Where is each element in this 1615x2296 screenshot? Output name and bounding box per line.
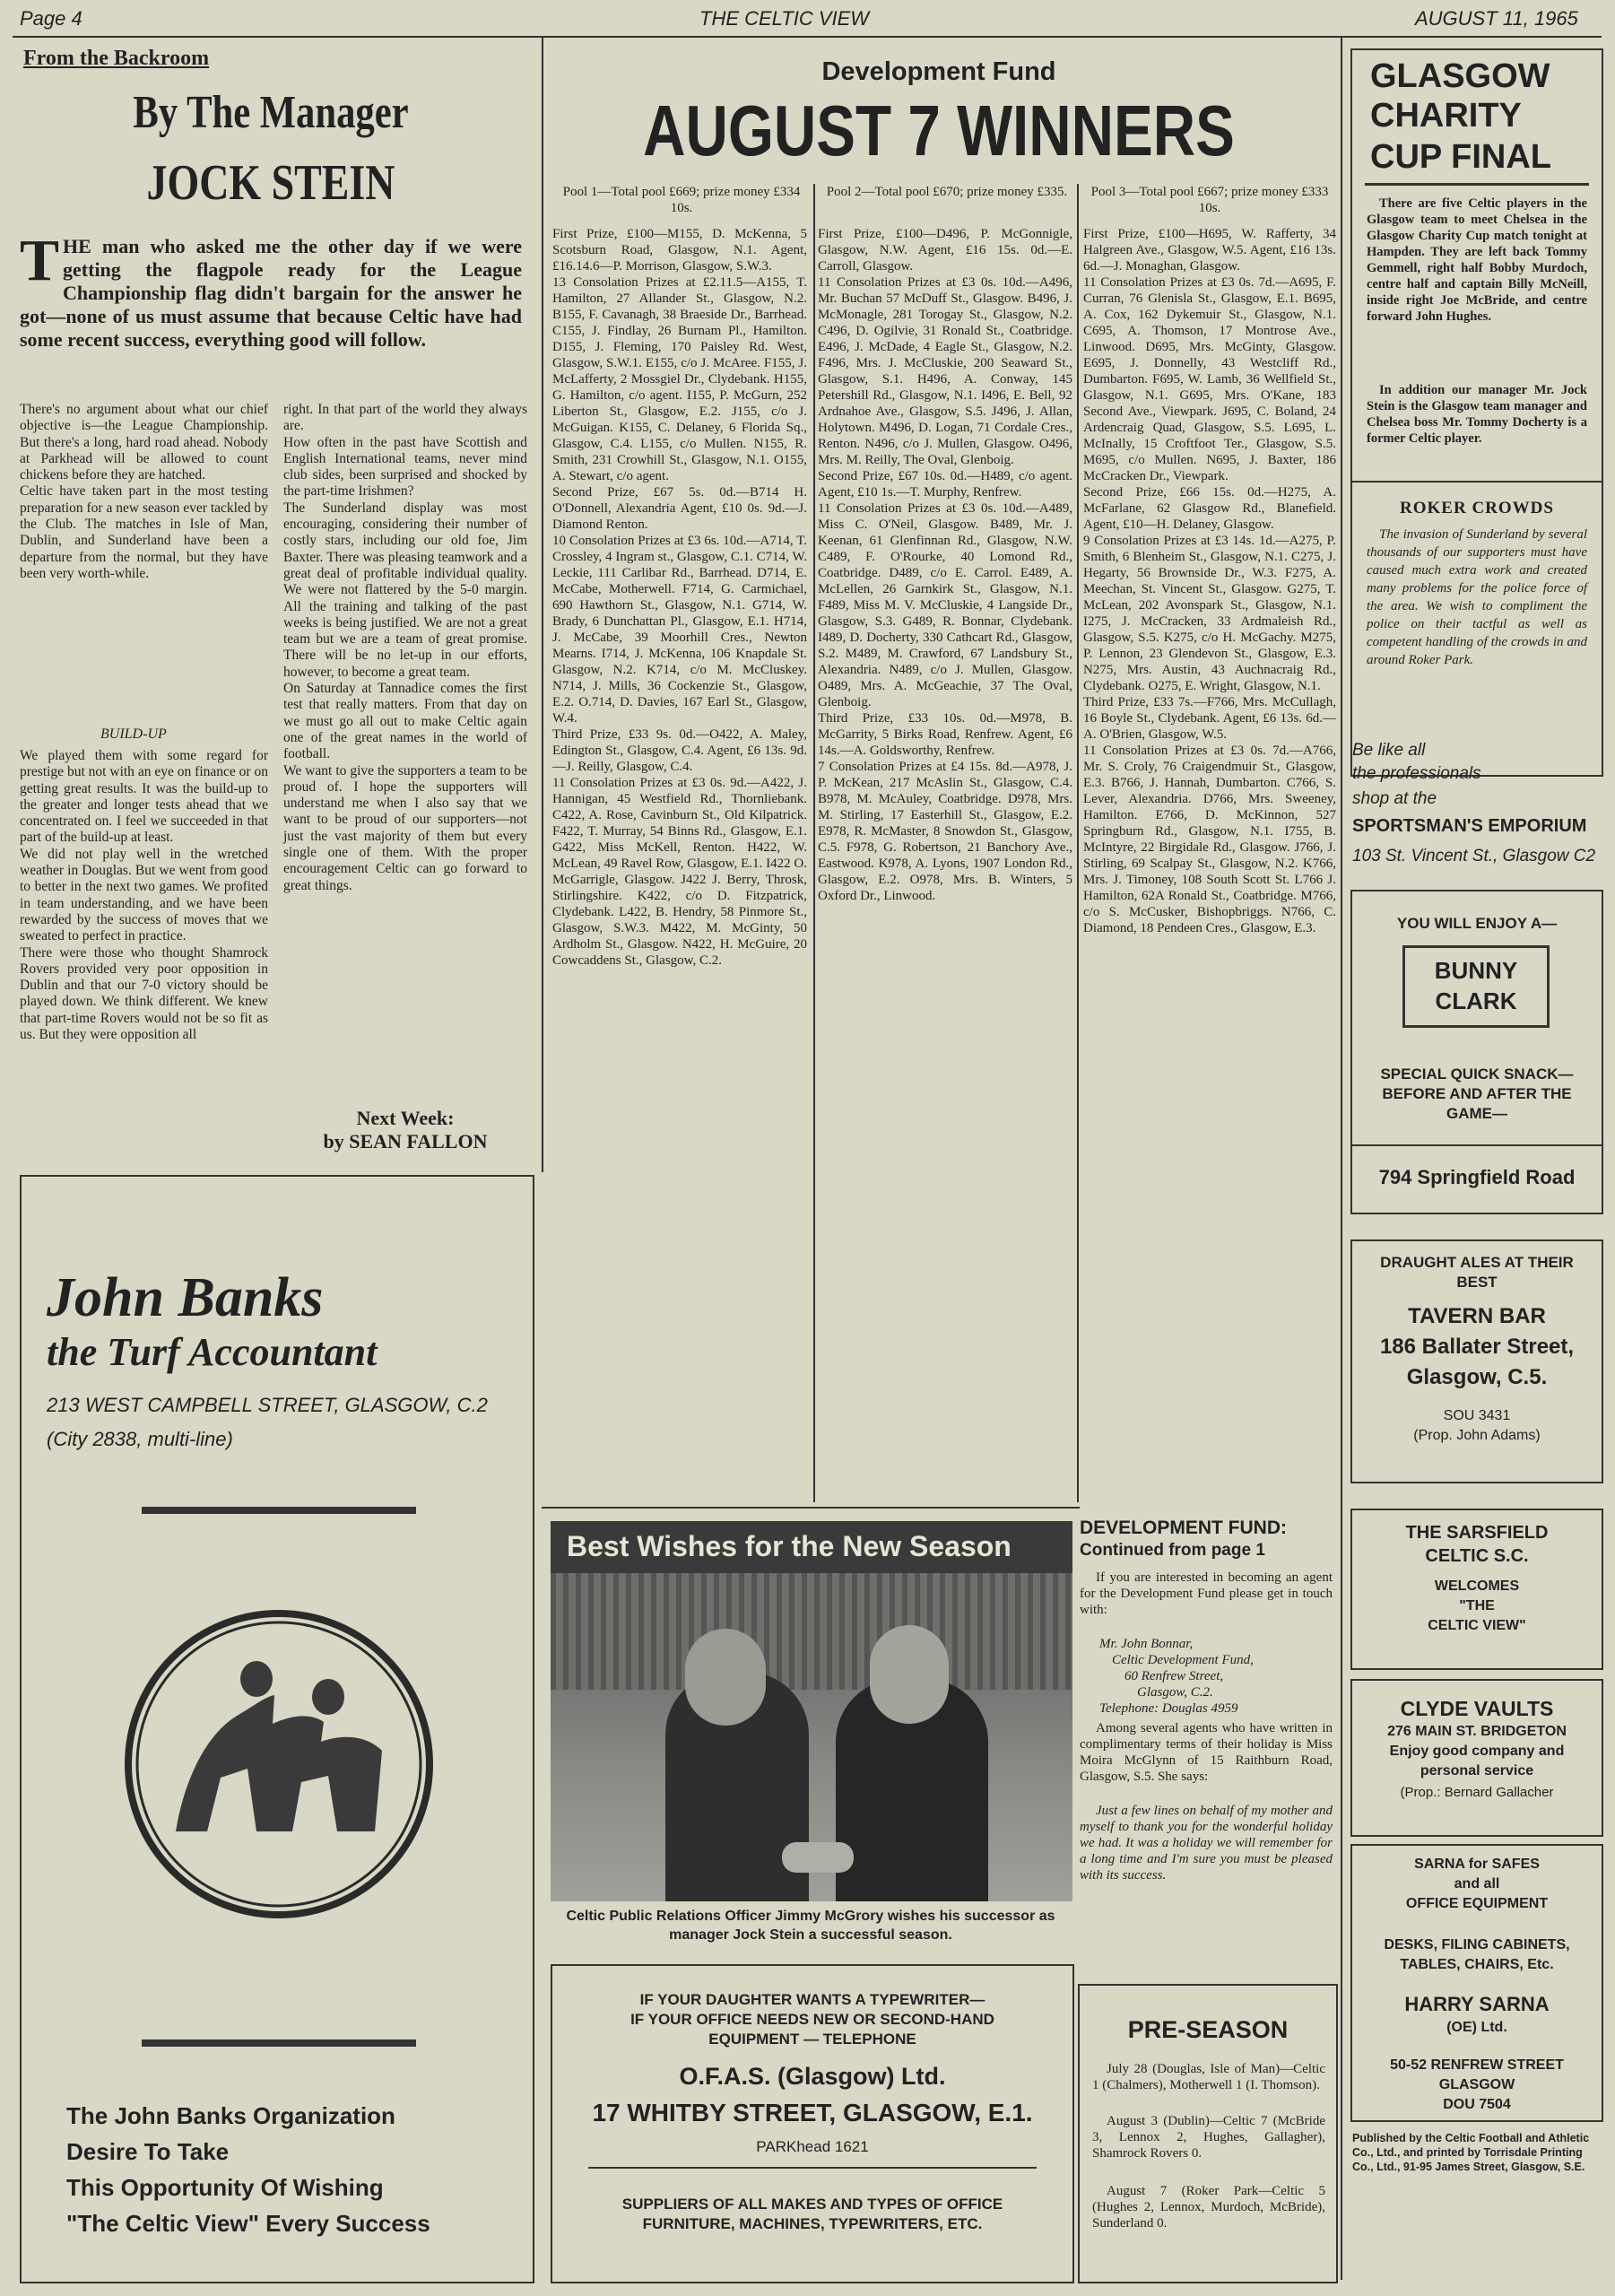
sarna-line-2: and all [1454, 1876, 1500, 1892]
lead-paragraph [20, 228, 522, 352]
sarna-line-5: TABLES, CHAIRS, Etc. [1400, 1957, 1554, 1972]
sarna-name: HARRY SARNA [1404, 1993, 1550, 2015]
pool-1-winners: First Prize, £100—M155, D. McKenna, 5 Scotsburn Road, Glasgow, N.1. Agent, £16.14.6—P. Morrison, Glasgow, S.W.3. 13 Consolation Prizes at £2.11.5—A155, T. Hamilton, 27 Allander St., Glasgow, N.2. B155, F. Cavanagh, 38 Braeside Dr., Barrhead. C155, J. Findlay, 26 Burnam Pl., Hamilton. D155, J. Fleming, 170 Paisley Rd. West, Glasgow, S.W.1. E155, c/o J. McAree. F155, J. McLafferty, 2 Mossgiel Dr., Clydebank. H155, G. Hamilton, c/o agent. I155, P. McGurn, 252 Liberton St., Glasgow, E.2. J155, c/o J. McGuigan. K155, C. Delaney, 6 Florida Sq., Glasgow, C.4. L155, c/o Mullen. N155, R. Smith, 231 Crowhill St., Glasgow, N.1. O155, A. Stewart, c/o agent. Second Prize, £67 5s. 0d.—B714 H. O'Donnell, Alexandria Agent, £10 0s. 9d.—J. Diamond Renton. 10 Consolation Prizes at £3 6s. 10d.—A714, T. Crossley, 4 Ingram st., Glasgow, C.1. C714, W. Leckie, 111 Carlibar Rd., Barrhead. D714, E. McCabe, Motherwell. F714, G. Carmichael, 690 Hawthorn St., Glasgow, N.1. G714, W. Brady, 6 Dunchattan Pl., Glasgow, E.1. H714, J. McCabe, 39 Moorhill Cres., Newton Mearns. I714, J. McKenna, 106 Knapdale St. Glasgow, N.2. K714, c/o M. McCluskey. N714, J. Mills, 36 Cockenzie St., Glasgow, E.2. O.714, D. Davies, 167 Earl St., Glasgow, W.4. Third Prize, £33 9s. 0d.—O422, A. Maley, Edington St., Glasgow, C.4. Agent, £6 13s. 9d.—J. Reilly, Glasgow, C.4. 11 Consolation Prizes at £3 0s. 9d.—A422, J. Hannigan, 45 Westfield Rd., Thornliebank. C422, A. Rose, Cavinburn St., Old Kilpatrick. F422, T. Murray, 54 Binns Rd., Glasgow, E.1. G422, Miss McKell, Renton. H422, W. McLean, 49 Ravel Row, Glasgow, E.1. I422 O. McGarrigle, Glasgow. J422 J. Berry, Throsk, Stirlingshire. K422, c/o D. Fitzpatrick, Clydebank. L422, B. Hendry, 58 Pinmore St., Glasgow, S.W.3. M422, M. McGinty, 50 Ardholm St., Glasgow. N422, H. McGuire, 20 Cowcaddens St., Glasgow, C.2. [552, 227, 807, 968]
banks-line-2: Desire To Take [66, 2138, 230, 2165]
sarsfield-line-5: CELTIC VIEW" [1428, 1618, 1526, 1633]
banks-name: John Banks [47, 1267, 324, 1328]
next-week-label: Next Week: [356, 1107, 455, 1129]
lead-text: HE man who asked me the other day if we were getting the flagpole ready for the League Championship flag didn't bargain for the answer he got—none of us must assume that because Celtic have had some recent success, everything good will follow. [20, 235, 522, 351]
sarna-line-1: SARNA for SAFES [1414, 1857, 1540, 1872]
dev-cont-title: DEVELOPMENT FUND: [1080, 1518, 1287, 1538]
sarna-phone: DOU 7504 [1443, 2097, 1511, 2112]
article-column-1b: We played them with some regard for prestige but not with an eye on finance or on getting great results. It was the build-up to the greater and longer tests ahead that we concentrated on. I feel we succeeded in that part of the build-up at least. We did not play well in the wretched weather in Douglas. But we went from good to better in the next two games. We profited in team understanding, and we have been rewarded by the success of moves that we sweated to perfect in practice. There were those who thought Shamrock Rovers provided very poor opposition in Dublin and that our 7-0 victory should be played down. We think different. We knew that part-time Rovers would not be so fit as us. But they were opposition all [20, 748, 268, 1043]
bunny-address: 794 Springfield Road [1378, 1166, 1576, 1188]
article-title: By The Manager [133, 87, 409, 138]
clyde-line-1: Enjoy good company and [1389, 1744, 1565, 1759]
banks-tagline: the Turf Accountant [47, 1330, 378, 1374]
charity-title-rule [1365, 183, 1589, 186]
horse-racing-emblem-icon [122, 1607, 436, 1921]
tavern-line-2: BEST [1456, 1274, 1498, 1291]
banks-divider-bottom [142, 2039, 416, 2047]
sarsfield-line-1: THE SARSFIELD [1405, 1523, 1549, 1543]
charity-cup-box [1350, 48, 1603, 777]
banks-line-1: The John Banks Organization [66, 2102, 395, 2129]
drop-cap: T [20, 228, 60, 293]
contact-address [1080, 1636, 1333, 1717]
bunny-snack-1: SPECIAL QUICK SNACK— [1380, 1065, 1574, 1083]
handshake-photo [551, 1573, 1072, 1901]
tavern-phone: SOU 3431 [1443, 1408, 1511, 1423]
bunny-clark-ad [1350, 890, 1603, 1214]
contact-street: 60 Renfrew Street, [1124, 1669, 1224, 1683]
tavern-address-1: 186 Ballater Street, [1379, 1335, 1575, 1359]
tavern-proprietor: (Prop. John Adams) [1413, 1428, 1541, 1443]
clyde-name: CLYDE VAULTS [1400, 1697, 1554, 1720]
bunny-name-1: BUNNY [1434, 957, 1518, 984]
article-column-1a: There's no argument about what our chief objective is—the League Championship. But there's a long, hard road ahead. Nobody at Parkhead will be allowed to count chickens before they are hatched. Celtic have taken part in the most testing preparation for a new season ever tackled by the Club. The matches in Isle of Man, Dublin, and Sunderland have been a departure from the normal, but they have been very worth-while. [20, 402, 268, 581]
tavern-name: TAVERN BAR [1408, 1304, 1546, 1328]
sarna-line-3: OFFICE EQUIPMENT [1405, 1896, 1549, 1911]
emporium-line-3: shop at the [1352, 789, 1437, 808]
tavern-line-1: DRAUGHT ALES AT THEIR [1380, 1254, 1574, 1271]
issue-date: AUGUST 11, 1965 [1415, 7, 1578, 30]
man-right-head [870, 1625, 949, 1724]
best-wishes-text: Best Wishes for the New Season [567, 1530, 1012, 1562]
pool-3-winners: First Prize, £100—H695, W. Rafferty, 34 Halgreen Ave., Glasgow, W.5. Agent, £16 13s. 6d.—J. Monaghan, Glasgow. 11 Consolation Prizes at £3 0s. 7d.—A695, F. Curran, 76 Glenisla St., Glasgow, E.1. B695, A. Cox, 162 Dykemuir St., Glasgow, N.1. C695, A. Thomson, 17 Montrose Ave., Linwood. D695, Mrs. McGinty, Glasgow. E695, J. Donnelly, 43 Westcliff Rd., Dumbarton. F695, W. Lamb, 36 Wellfield St., Glasgow, N.1. G695, Mrs. O'Kane, 183 Second Ave., Viewpark. J695, C. Boland, 24 Ardencraig Quad, Glasgow, S.5. L695, L. McInally, 15 Croftfoot Ter., Glasgow, S.5. M695, c/o Mullen. N695, J. Baxter, 186 McCracken Dr., Viewpark. Second Prize, £66 15s. 0d.—H275, A. McFarlane, 62 Glasgow Rd., Blanefield. Agent, £10—H. Delaney, Glasgow. 9 Consolation Prizes at £3 14s. 1d.—A275, P. Smith, 6 Blenheim St., Glasgow, N.1. C275, J. Hegarty, 56 Brownside Dr., W.3. F275, A. Meechan, St. Vincent St., Glasgow. G275, T. McLean, 202 Avonspark St., Glasgow, N.1. I275, J. McCracken, 33 Ardmaleish Rd., Glasgow, S.5. K275, c/o H. McGachy. M275, P. Lennon, 23 Glendevon St., Glasgow, E.3. N275, Mrs. Austin, 43 Auchnacraig Rd., Clydebank. O275, E. Wright, Glasgow, N.1. Third Prize, £33 7s.—F766, Mrs. McCullagh, 16 Boyle St., Clydebank. Agent, £6 13s. 6d.—A. O'Brien, Glasgow, W.5. 11 Consolation Prizes at £3 0s. 7d.—A766, Mr. S. Croly, 76 Craigendmuir St., Glasgow, E.3. B766, J. Hannah, Dumbarton. C766, S. Lever, Alexandria. D766, Mrs. Sweeney, Hamilton. E766, D. McKinnon, 527 Springburn Rd., Glasgow, N.1. I755, B. McIntyre, 22 Birgidale Rd., Glasgow. J766, J. Stirling, 69 Scalpay St., Glasgow, N.2. K766, Mrs. J. Timoney, 108 South Scott St. L766 J. Hamilton, 62A Ronald St., Coatbridge. M766, c/o S. McCusker, Bishopbriggs. N766, C. Diamond, 18 Pendeen Cres., Glasgow, E.3. [1083, 227, 1336, 935]
masthead: THE CELTIC VIEW [699, 7, 870, 30]
sarsfield-line-4: "THE [1459, 1598, 1495, 1613]
contact-name: Mr. John Bonnar, [1099, 1637, 1194, 1651]
dev-cont-subtitle: Continued from page 1 [1080, 1541, 1265, 1560]
charity-para-2: In addition our manager Mr. Jock Stein is the Glasgow team manager and Chelsea boss Mr. Tommy Docherty is a former Celtic player. [1367, 383, 1587, 446]
build-up-subhead: BUILD-UP [100, 726, 167, 742]
charity-title-3: CUP FINAL [1370, 138, 1551, 176]
emporium-address: 103 St. Vincent St., Glasgow C2 [1352, 847, 1596, 865]
charity-title-1: GLASGOW [1370, 57, 1550, 95]
preseason-box [1078, 1984, 1338, 2283]
banks-address: 213 WEST CAMPBELL STREET, GLASGOW, C.2 [47, 1394, 488, 1416]
page-number: Page 4 [20, 7, 82, 30]
john-banks-ad [20, 1175, 534, 2283]
pool-1-header: Pool 1—Total pool £669; prize money £334 10s. [562, 185, 801, 215]
header-rule [13, 36, 1602, 38]
man-left-head [685, 1629, 766, 1726]
winners-rule-1 [813, 184, 815, 1502]
charity-para-1: There are five Celtic players in the Glasgow team to meet Chelsea in the Glasgow Charity Cup match tonight at Hampden. They are left back Tommy Gemmell, right half Bobby Murdoch, centre half and captain Billy McNeill, inside right Joe McBride, and centre forward John Hughes. [1367, 196, 1587, 324]
roker-text: The invasion of Sunderland by several thousands of our supporters must have caused much extra work and created many problems for the police force of the area. We wish to compliment the police on their tactful as well as competent handling of the crowds in and around Roker Park. [1367, 527, 1587, 667]
sarsfield-line-2: CELTIC S.C. [1425, 1546, 1529, 1566]
emporium-name: SPORTSMAN'S EMPORIUM [1352, 816, 1587, 836]
ofas-line-1: IF YOUR DAUGHTER WANTS A TYPEWRITER— [639, 1991, 985, 2008]
ofas-name: O.F.A.S. (Glasgow) Ltd. [679, 2063, 946, 2090]
article-column-2: right. In that part of the world they always are. How often in the past have Scottish and English International teams, never mind club sides, been surprised and shocked by the part-time Irishmen? The Sunderland display was most encouraging, considering their number of costly stars, including our old foe, Jim Baxter. There was pleasing teamwork and a great deal of profitable individual quality. We were not flattered by the 5-0 margin. All the training and talking of the past weeks is being justified. We are not a great team but we are a team of great promise. There will be no let-up in our efforts, however, to become a great team. On Saturday at Tannadice comes the first test that really matters. From that day on we must go all out to make Celtic again one of the great names in the world of football. We want to give the supporters a team to be proud of. I hope the supporters will understand me when I also say that we want to be proud of our supporters—not just the vast majority of them but every single one of them. With the proper encouragement Celtic can go forward to great things. [283, 402, 527, 893]
dev-fund-kicker: Development Fund [821, 57, 1056, 86]
tavern-address-2: Glasgow, C.5. [1406, 1365, 1548, 1389]
ofas-footer-1: SUPPLIERS OF ALL MAKES AND TYPES OF OFFICE [621, 2196, 1003, 2213]
emporium-line-1: Be like all [1352, 741, 1426, 760]
pool-3-header: Pool 3—Total pool £667; prize money £333 10s. [1090, 185, 1329, 215]
ofas-footer-2: FURNITURE, MACHINES, TYPEWRITERS, ETC. [642, 2215, 983, 2232]
preseason-match-1: July 28 (Douglas, Isle of Man)—Celtic 1 (Chalmers), Motherwell 1 (I. Thomson). [1092, 2062, 1325, 2092]
winners-rule-2 [1077, 184, 1079, 1502]
harry-sarna-ad [1350, 1844, 1603, 2122]
emporium-line-2: the professionals [1352, 764, 1481, 783]
preseason-match-3: August 7 (Roker Park—Celtic 5 (Hughes 2, Lennox, Murdoch, McBride), Sunderland 0. [1092, 2184, 1325, 2231]
pool-2-header: Pool 2—Total pool £670; prize money £335. [826, 185, 1068, 199]
banks-line-4: "The Celtic View" Every Success [66, 2210, 430, 2237]
contact-org: Celtic Development Fund, [1112, 1653, 1254, 1667]
banks-phone: (City 2838, multi-line) [47, 1428, 233, 1450]
roker-title: ROKER CROWDS [1400, 499, 1554, 517]
winners-bottom-rule [542, 1507, 1080, 1509]
photo-stand-stripes [551, 1573, 1072, 1690]
backroom-kicker: From the Backroom [23, 47, 210, 70]
bunny-intro: YOU WILL ENJOY A— [1396, 915, 1558, 932]
clyde-line-2: personal service [1420, 1763, 1534, 1779]
ofas-divider [588, 2167, 1037, 2169]
banks-line-3: This Opportunity Of Wishing [66, 2174, 384, 2201]
ofas-street: 17 WHITBY STREET, GLASGOW, E.1. [592, 2099, 1033, 2126]
clyde-proprietor: (Prop.: Bernard Gallacher [1400, 1785, 1554, 1800]
ofas-line-2: IF YOUR OFFICE NEEDS NEW OR SECOND-HAND [630, 2011, 994, 2028]
ofas-phone: PARKhead 1621 [756, 2138, 869, 2155]
clyde-address: 276 MAIN ST. BRIDGETON [1387, 1724, 1567, 1739]
bunny-divider [1352, 1144, 1602, 1146]
dev-cont-para-1: If you are interested in becoming an agent for the Development Fund please get in touch with: [1080, 1570, 1333, 1617]
article-byline: JOCK STEIN [146, 155, 395, 211]
bunny-snack-3: GAME— [1446, 1105, 1507, 1122]
holiday-quote: Just a few lines on behalf of my mother and myself to thank you for the wonderful holiday we had. It was a holiday we will remember for a long time and I'm sure you must be pleased with its success. [1080, 1804, 1333, 1883]
column-rule-1 [542, 38, 543, 1172]
best-wishes-banner [551, 1521, 1072, 1573]
sarsfield-line-3: WELCOMES [1434, 1578, 1520, 1594]
column-rule-3 [1341, 38, 1342, 2280]
clyde-vaults-ad [1350, 1679, 1603, 1837]
next-week-author: by SEAN FALLON [323, 1130, 488, 1152]
sarna-address-1: 50-52 RENFREW STREET [1390, 2057, 1564, 2073]
bunny-name-2: CLARK [1435, 987, 1517, 1014]
pool-2-winners: First Prize, £100—D496, P. McGonnigle, Glasgow, N.W. Agent, £16 15s. 0d.—E. Carroll, Glasgow. 11 Consolation Prizes at £3 0s. 10d.—A496, Mr. Buchan 57 McDuff St., Glasgow. B496, J. McMonagle, 281 Torogay St., Glasgow, N.2. C496, D. Ogilvie, 31 Ronald St., Coatbridge. E496, J. McDade, 4 Eagle St., Glasgow, N.2. F496, Mrs. J. McCluskie, 200 Seaward St., Glasgow, S.1. H496, A. Conway, 145 Petershill Rd., Glasgow, N.1. I496, E. Bell, 92 Ardnahoe Ave., Glasgow, S.5. J496, J. Allan, Holytown. M496, D. Logan, 71 Cordale Cres., Renton. N496, c/o J. Mullen, Glasgow. O496, Mrs. M. Reilly, The Oval, Glenboig. Second Prize, £67 10s. 0d.—H489, c/o agent. Agent, £10 1s.—T. Murphy, Renfrew. 11 Consolation Prizes at £3 0s. 10d.—A489, Miss C. O'Neil, Glasgow. B489, Mr. J. Keenan, 61 Glenfinnan Rd., Glasgow, N.W. C489, F. O'Rourke, 40 Lomond Rd., Coatbridge. D489, c/o E. Carrol. E489, A. McLellen, 26 Garnkirk St., Glasgow, N.1. F489, Miss M. V. McCluskie, 4 Langside Dr., Glasgow, S.3. G489, R. Bonnar, Clydebank. I489, D. Docherty, 330 Cathcart Rd., Glasgow, S.2. M489, M. Crawford, 67 Landsbury St., Alexandria. N489, c/o J. Mullen, Glasgow. O489, Mrs. A. McGeachie, 37 The Oval, Glenboig. Third Prize, £33 10s. 0d.—M978, B. McGarrity, 5 Birks Road, Renfrew. Agent, £6 14s.—A. Goldsworthy, Renfrew. 7 Consolation Prizes at £4 15s. 8d.—A978, J. P. McKean, 217 McAslin St., Glasgow, C.4. B978, M. McAuley, Coatbridge. D978, Mrs. M. Stirling, 17 Easterhill St., Glasgow, E.2. E978, R. McMaster, 8 Snowdon St., Glasgow, C.5. F978, G. Robertson, 21 Banchory Ave., Eastwood. K978, A. Lyons, 1907 London Rd., Glasgow, E.2. O978, Mrs. B. Winters, 5 Oxford Dr., Linwood. [818, 227, 1072, 903]
handshake [782, 1842, 854, 1873]
preseason-match-2: August 3 (Dublin)—Celtic 7 (McBride 3, Lennox 2, Hughes, Gallagher), Shamrock Rovers 0. [1092, 2114, 1325, 2161]
ofas-typewriter-ad [551, 1964, 1074, 2283]
contact-telephone: Telephone: Douglas 4959 [1099, 1701, 1238, 1716]
bunny-name-box [1402, 945, 1550, 1028]
sarna-address-2: GLASGOW [1438, 2077, 1515, 2092]
sarsfield-ad [1350, 1509, 1603, 1670]
bunny-snack-2: BEFORE AND AFTER THE [1382, 1085, 1572, 1102]
banks-divider-top [142, 1507, 416, 1514]
dev-cont-para-2: Among several agents who have written in complimentary terms of their holiday is Miss Moira McGlynn of 15 Raithburn Road, Glasgow, S.5. She says: [1080, 1721, 1333, 1784]
photo-caption: Celtic Public Relations Officer Jimmy McGrory wishes his successor as manager Jock Stein a successful season. [566, 1909, 1055, 1943]
tavern-bar-ad [1350, 1239, 1603, 1483]
winners-headline: AUGUST 7 WINNERS [643, 91, 1235, 170]
charity-section-rule [1352, 481, 1602, 483]
contact-city: Glasgow, C.2. [1137, 1685, 1213, 1700]
charity-title-2: CHARITY [1370, 97, 1522, 135]
ofas-line-3: EQUIPMENT — TELEPHONE [708, 2031, 916, 2048]
sarna-ltd: (OE) Ltd. [1446, 2020, 1507, 2035]
publisher-imprint: Published by the Celtic Football and Athletic Co., Ltd., and printed by Torrisdale Printing Co., Ltd., 91-95 James Street, Glasgow, S.E. [1352, 2132, 1590, 2173]
sarna-line-4: DESKS, FILING CABINETS, [1384, 1937, 1570, 1952]
preseason-title: PRE-SEASON [1127, 2016, 1289, 2043]
